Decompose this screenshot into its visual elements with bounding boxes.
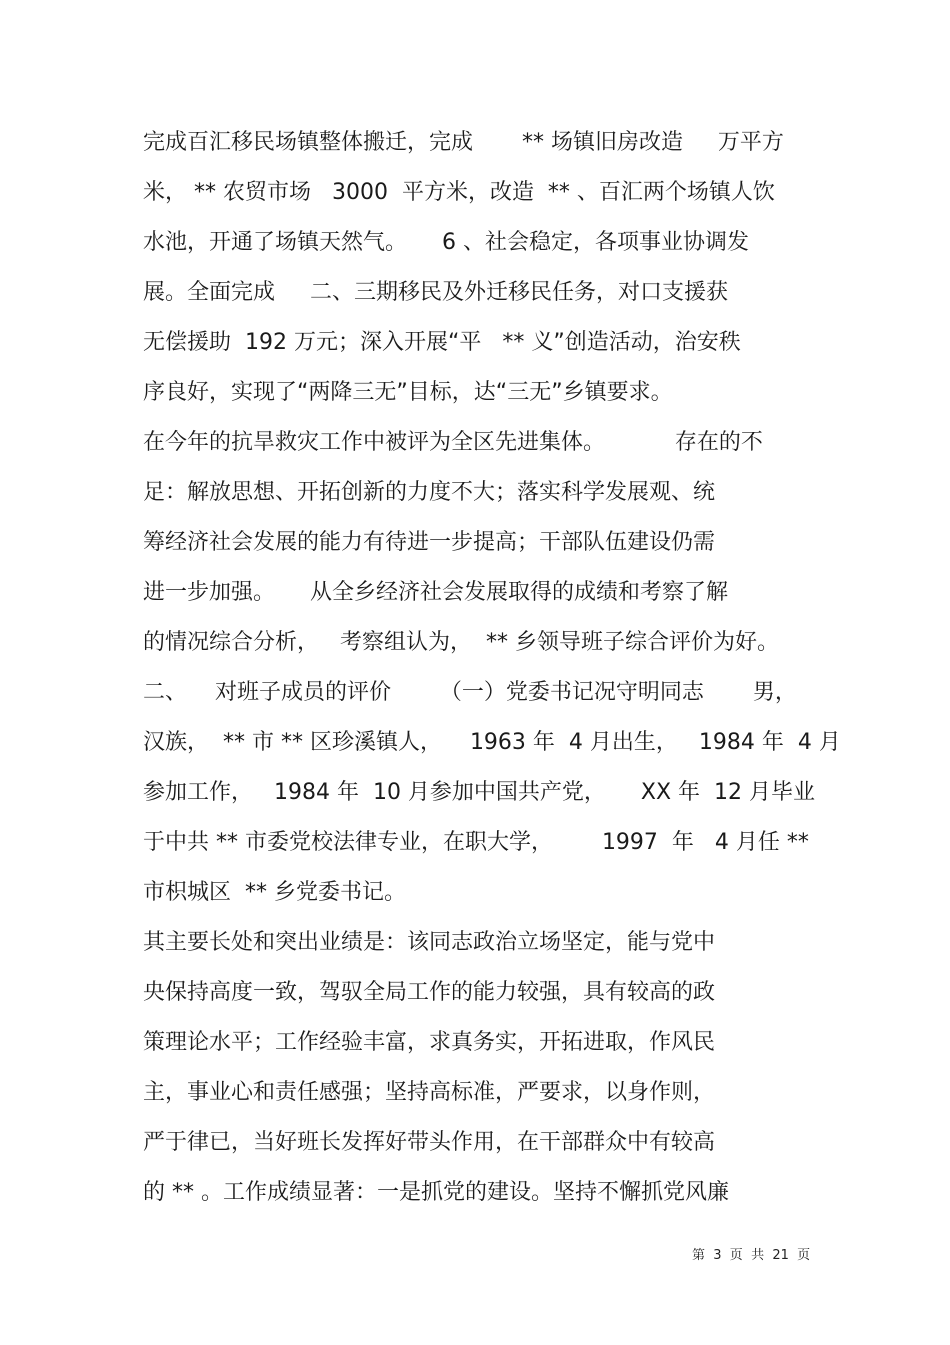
text-line: 的 ** 。工作成绩显著：一是抓党的建设。坚持不懈抓党风廉 — [143, 1180, 729, 1205]
text-line: 在今年的抗旱救灾工作中被评为全区先进集体。 存在的不 — [143, 430, 763, 455]
text-line: 足：解放思想、开拓创新的力度不大；落实科学发展观、统 — [143, 480, 716, 505]
text-line: 严于律已，当好班长发挥好带头作用，在干部群众中有较高 — [143, 1130, 716, 1155]
body-text — [143, 118, 841, 1218]
text-line: 汉族， ** 市 ** 区珍溪镇人， 1963 年 4 月出生， 1984 年 4 月 — [143, 730, 841, 755]
text-line: 于中共 ** 市委党校法律专业，在职大学， 1997 年 4 月任 ** — [143, 830, 809, 855]
text-line: 主，事业心和责任感强；坚持高标准，严要求，以身作则， — [143, 1080, 716, 1105]
text-line: 二、 对班子成员的评价 （一）党委书记况守明同志 男， — [143, 680, 797, 705]
text-line: 其主要长处和突出业绩是：该同志政治立场坚定，能与党中 — [143, 930, 716, 955]
text-line: 无偿援助 192 万元；深入开展“平 ** 义”创造活动，治安秩 — [143, 330, 741, 355]
text-line: 策理论水平；工作经验丰富，求真务实，开拓进取，作风民 — [143, 1030, 716, 1055]
text-line: 序良好，实现了“两降三无”目标，达“三无”乡镇要求。 — [143, 380, 673, 405]
text-line: 筹经济社会发展的能力有待进一步提高；干部队伍建设仍需 — [143, 530, 716, 555]
text-line: 的情况综合分析， 考察组认为， ** 乡领导班子综合评价为好。 — [143, 630, 779, 655]
text-line: 展。全面完成 二、三期移民及外迁移民任务，对口支援获 — [143, 280, 728, 305]
text-line: 参加工作， 1984 年 10 月参加中国共产党， XX 年 12 月毕业 — [143, 780, 816, 805]
text-line: 水池，开通了场镇天然气。 6 、社会稳定，各项事业协调发 — [143, 230, 749, 255]
page-number-footer: 第 3 页 共 21 页 — [692, 1248, 811, 1263]
text-line: 央保持高度一致，驾驭全局工作的能力较强，具有较高的政 — [143, 980, 716, 1005]
text-line: 完成百汇移民场镇整体搬迁，完成 ** 场镇旧房改造 万平方 — [143, 130, 784, 155]
text-line: 进一步加强。 从全乡经济社会发展取得的成绩和考察了解 — [143, 580, 728, 605]
text-line: 米， ** 农贸市场 3000 平方米，改造 ** 、百汇两个场镇人饮 — [143, 180, 775, 205]
text-line: 市枳城区 ** 乡党委书记。 — [143, 880, 406, 905]
